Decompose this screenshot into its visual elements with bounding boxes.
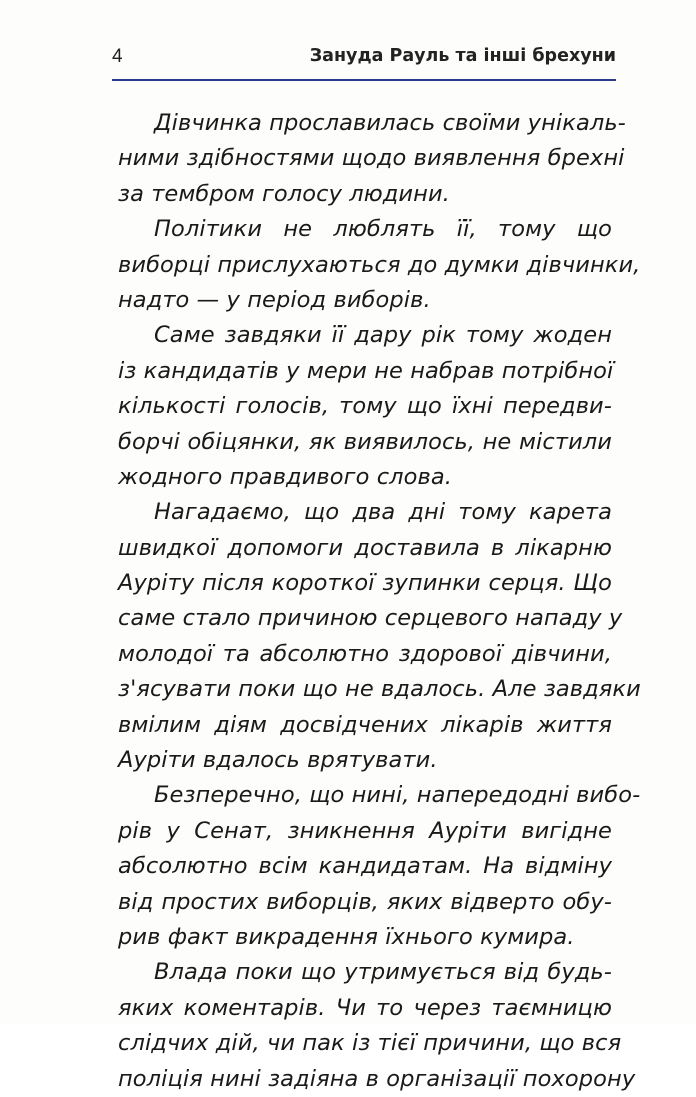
text-line: за тембром голосу людини. <box>118 180 450 207</box>
paragraph <box>118 318 612 495</box>
text-line: Нагадаємо, що два дні тому карета <box>154 499 612 526</box>
text-line: кількості голосів, тому що їхні передви- <box>118 393 612 420</box>
paragraph <box>118 212 641 318</box>
book-title: Зануда Рауль та інші брехуни <box>309 46 616 66</box>
text-line: рів у Сенат, зникнення Ауріти вигідне <box>118 817 612 844</box>
text-line: Ауріту після короткої зупинки серця. Що <box>118 570 612 597</box>
running-header <box>112 46 616 74</box>
text-line: рив факт викрадення їхнього кумира. <box>118 923 575 950</box>
text-line: Влада поки що утримується від будь- <box>154 959 612 986</box>
text-line: Саме завдяки її дару рік тому жоден <box>154 322 612 349</box>
text-line: надто — у період виборів. <box>118 286 431 313</box>
page-number: 4 <box>112 46 123 67</box>
body-text <box>118 106 641 1097</box>
text-line: Безперечно, що нині, напередодні вибо- <box>154 782 641 809</box>
paragraph <box>118 778 641 955</box>
text-line: молодої та абсолютно здорової дівчини, <box>118 640 612 667</box>
text-line: швидкої допомоги доставила в лікарню <box>118 534 612 561</box>
text-line: із кандидатів у мери не набрав потрібної <box>118 357 614 384</box>
text-line: виборці прислухаються до думки дівчинки, <box>118 251 641 278</box>
text-line: поліція нині задіяна в організації похорону <box>118 1065 636 1092</box>
text-line: з'ясувати поки що не вдалось. Але завдяки <box>118 676 641 703</box>
text-line: Політики не люблять її, тому що <box>154 216 612 243</box>
header-rule <box>112 79 616 81</box>
paragraph <box>118 955 636 1097</box>
text-line: ними здібностями щодо виявлення брехні <box>118 145 625 172</box>
paragraph <box>118 495 641 778</box>
text-line: слідчих дій, чи пак із тієї причини, що вся <box>118 1030 622 1057</box>
text-line: вмілим діям досвідчених лікарів життя <box>118 711 612 738</box>
text-line: абсолютно всім кандидатам. На відміну <box>118 853 612 880</box>
text-line: борчі обіцянки, як виявилось, не містили <box>118 428 612 455</box>
text-line: Дівчинка прославилась своїми унікаль- <box>154 110 626 136</box>
paragraph <box>118 106 626 212</box>
text-line: жодного правдивого слова. <box>118 463 453 490</box>
text-line: яких коментарів. Чи то через таємницю <box>118 994 612 1021</box>
text-line: Ауріти вдалось врятувати. <box>118 747 438 774</box>
text-line: від простих виборців, яких відверто обу- <box>118 888 612 915</box>
text-line: саме стало причиною серцевого нападу у <box>118 605 623 632</box>
